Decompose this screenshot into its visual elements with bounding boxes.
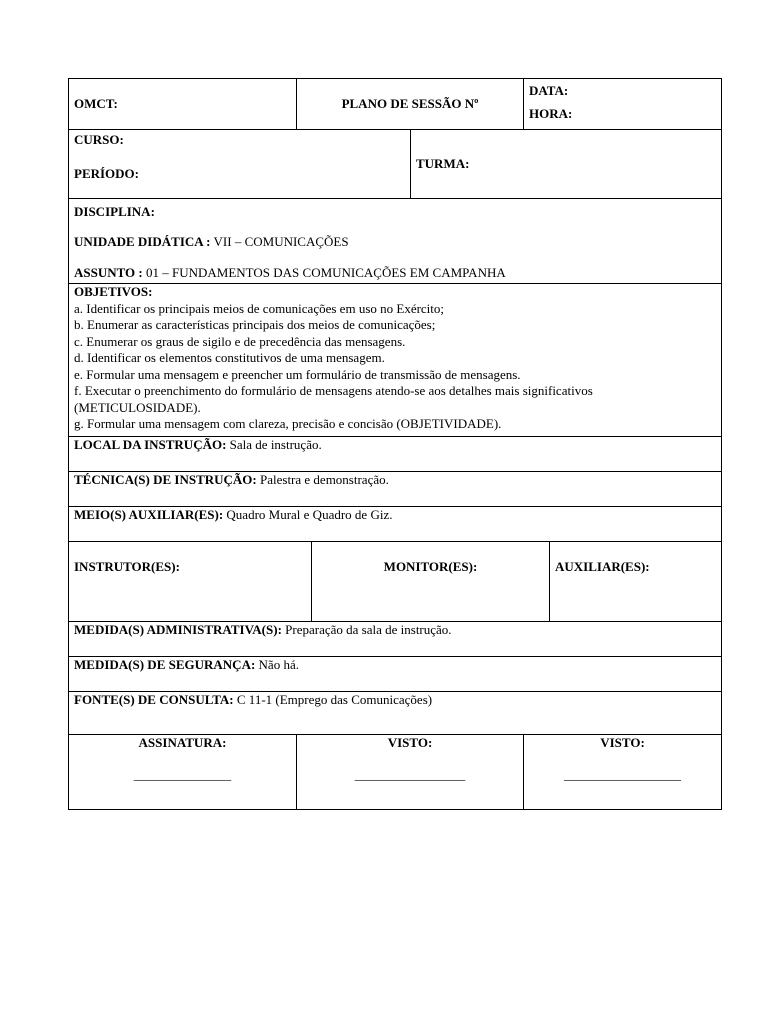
medida-adm-cell — [69, 622, 721, 656]
meio-row — [68, 507, 722, 542]
objetivo-item: d. Identificar os elementos constitutivos de uma mensagem. — [74, 350, 385, 365]
session-plan-form — [68, 78, 722, 810]
turma-cell — [410, 130, 721, 198]
objetivos-cell — [69, 284, 721, 436]
objetivos-row — [68, 284, 722, 437]
visto1-line: _________________ — [354, 767, 466, 782]
visto1-label: VISTO: — [387, 735, 433, 750]
objetivo-item: e. Formular uma mensagem e preencher um formulário de transmissão de mensagens. — [74, 366, 521, 382]
local-value: Sala de instrução. — [226, 437, 322, 452]
fonte-label: FONTE(S) DE CONSULTA: — [74, 692, 234, 707]
objetivo-item: c. Enumerar os graus de sigilo e de precedência das mensagens. — [74, 333, 406, 349]
tecnica-value: Palestra e demonstração. — [256, 472, 389, 487]
curso-label: CURSO: — [74, 132, 124, 147]
local-cell — [69, 437, 721, 471]
disciplina-row — [68, 199, 722, 284]
medida-seg-row — [68, 657, 722, 692]
medida-adm-value: Preparação da sala de instrução. — [281, 622, 452, 637]
auxiliar-label: AUXILIAR(ES): — [555, 559, 650, 574]
visto2-line: __________________ — [564, 767, 681, 782]
data-label: DATA: — [529, 83, 569, 98]
fonte-value: C 11-1 (Emprego das Comunicações) — [233, 692, 433, 707]
objetivo-item: f. Executar o preenchimento do formulário de mensagens atendo-se aos detalhes mais significativos — [74, 383, 593, 398]
local-label: LOCAL DA INSTRUÇÃO: — [74, 437, 227, 452]
unidade-value: VII – COMUNICAÇÕES — [213, 234, 349, 249]
medida-seg-cell — [69, 657, 721, 691]
curso-periodo-cell — [69, 130, 410, 198]
medida-adm-label: MEDIDA(S) ADMINISTRATIVA(S): — [74, 622, 282, 637]
fonte-row — [68, 692, 722, 735]
tecnica-cell — [69, 472, 721, 506]
omct-cell — [69, 79, 296, 129]
instrutor-cell — [69, 542, 311, 621]
assunto-label: ASSUNTO : — [74, 265, 143, 280]
plano-cell — [296, 79, 523, 129]
assinatura-cell — [69, 735, 296, 809]
local-row — [68, 437, 722, 472]
turma-label: TURMA: — [416, 156, 470, 171]
medida-seg-value: Não há. — [255, 657, 299, 672]
assinatura-label: ASSINATURA: — [138, 735, 227, 750]
auxiliar-cell — [549, 542, 721, 621]
data-hora-cell — [523, 79, 721, 129]
monitor-cell — [311, 542, 549, 621]
medida-adm-row — [68, 622, 722, 657]
meio-label: MEIO(S) AUXILIAR(ES): — [74, 507, 224, 522]
monitor-label: MONITOR(ES): — [383, 559, 478, 574]
medida-seg-label: MEDIDA(S) DE SEGURANÇA: — [74, 657, 256, 672]
objetivo-item: a. Identificar os principais meios de comunicações em uso no Exército; — [74, 300, 445, 316]
assunto-value: 01 – FUNDAMENTOS DAS COMUNICAÇÕES EM CAMPANHA — [146, 265, 506, 280]
curso-row — [68, 130, 722, 199]
objetivo-item: (METICULOSIDADE). — [74, 399, 201, 415]
periodo-label: PERÍODO: — [74, 166, 139, 181]
assinatura-line: _______________ — [133, 767, 232, 782]
assinaturas-row — [68, 735, 722, 810]
visto2-label: VISTO: — [600, 735, 645, 750]
meio-value: Quadro Mural e Quadro de Giz. — [223, 507, 393, 522]
plano-label: PLANO DE SESSÃO Nº — [341, 96, 479, 111]
objetivo-item: g. Formular uma mensagem com clareza, precisão e concisão (OBJETIVIDADE). — [74, 416, 502, 431]
hora-label: HORA: — [529, 106, 573, 121]
visto1-cell — [296, 735, 523, 809]
instrutor-label: INSTRUTOR(ES): — [74, 559, 180, 574]
omct-label: OMCT: — [74, 96, 118, 111]
tecnica-label: TÉCNICA(S) DE INSTRUÇÃO: — [74, 472, 257, 487]
disciplina-label: DISCIPLINA: — [74, 204, 155, 219]
pessoal-row — [68, 542, 722, 622]
meio-cell — [69, 507, 721, 541]
unidade-label: UNIDADE DIDÁTICA : — [74, 234, 211, 249]
objetivo-item: b. Enumerar as características principais dos meios de comunicações; — [74, 317, 436, 332]
objetivos-label: OBJETIVOS: — [74, 284, 153, 299]
fonte-cell — [69, 692, 721, 734]
disciplina-cell — [69, 199, 721, 283]
tecnica-row — [68, 472, 722, 507]
visto2-cell — [523, 735, 721, 809]
header-row — [68, 78, 722, 130]
